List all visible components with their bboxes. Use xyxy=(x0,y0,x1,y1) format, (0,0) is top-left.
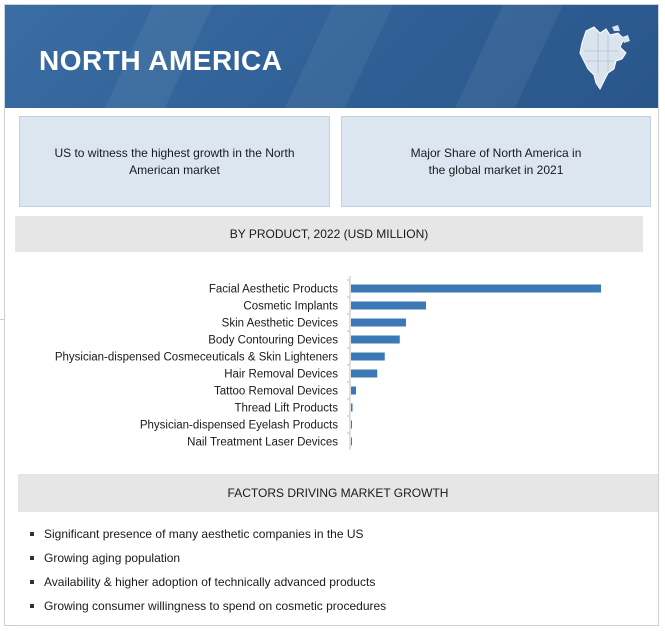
category-label: Physician-dispensed Eyelash Products xyxy=(139,419,338,432)
bar xyxy=(351,336,400,344)
share-highlight-box xyxy=(341,116,651,207)
factor-item xyxy=(30,572,386,596)
factor-text: Significant presence of many aesthetic companies in the US xyxy=(44,527,364,541)
growth-highlight-box xyxy=(19,116,330,207)
category-label: Body Contouring Devices xyxy=(208,334,338,347)
bar xyxy=(351,438,352,446)
category-label: Thread Lift Products xyxy=(234,402,338,415)
bar xyxy=(351,353,385,361)
banner-decoration xyxy=(438,5,573,108)
product-bar-chart xyxy=(0,270,665,460)
category-label: Cosmetic Implants xyxy=(243,300,338,313)
growth-highlight-text: US to witness the highest growth in the North American market xyxy=(54,145,295,177)
region-banner xyxy=(5,5,658,108)
bar xyxy=(351,404,353,412)
chart-section-title: BY PRODUCT, 2022 (USD MILLION) xyxy=(229,227,429,241)
bullet-icon xyxy=(30,580,34,584)
share-highlight-text: Major Share of North America in the global market in 2021 xyxy=(410,145,582,177)
factors-section-header xyxy=(18,474,658,512)
bullet-icon xyxy=(30,532,34,536)
factor-item xyxy=(30,596,386,620)
region-title: NORTH AMERICA xyxy=(39,45,283,76)
bar xyxy=(351,302,426,310)
bar xyxy=(351,285,601,293)
bar xyxy=(351,370,377,378)
bullet-icon xyxy=(30,556,34,560)
bullet-icon xyxy=(30,604,34,608)
bar xyxy=(351,421,352,429)
factors-list xyxy=(30,524,386,620)
bar xyxy=(351,319,406,327)
factor-item xyxy=(30,548,386,572)
category-label: Nail Treatment Laser Devices xyxy=(187,436,338,449)
chart-section-header xyxy=(15,216,643,252)
category-label: Hair Removal Devices xyxy=(224,368,338,381)
category-label: Facial Aesthetic Products xyxy=(208,283,338,296)
factor-text: Growing aging population xyxy=(44,551,181,565)
category-label: Tattoo Removal Devices xyxy=(214,385,338,398)
factors-section-title: FACTORS DRIVING MARKET GROWTH xyxy=(227,486,449,500)
factor-text: Availability & higher adoption of technically advanced products xyxy=(44,575,376,589)
factor-text: Growing consumer willingness to spend on cosmetic procedures xyxy=(44,599,387,613)
category-label: Physician-dispensed Cosmeceuticals & Skin Lighteners xyxy=(54,351,338,364)
factor-item xyxy=(30,524,386,548)
north-america-map-icon xyxy=(574,23,634,95)
bar xyxy=(351,387,356,395)
category-label: Skin Aesthetic Devices xyxy=(221,317,338,330)
banner-decoration xyxy=(268,5,403,108)
